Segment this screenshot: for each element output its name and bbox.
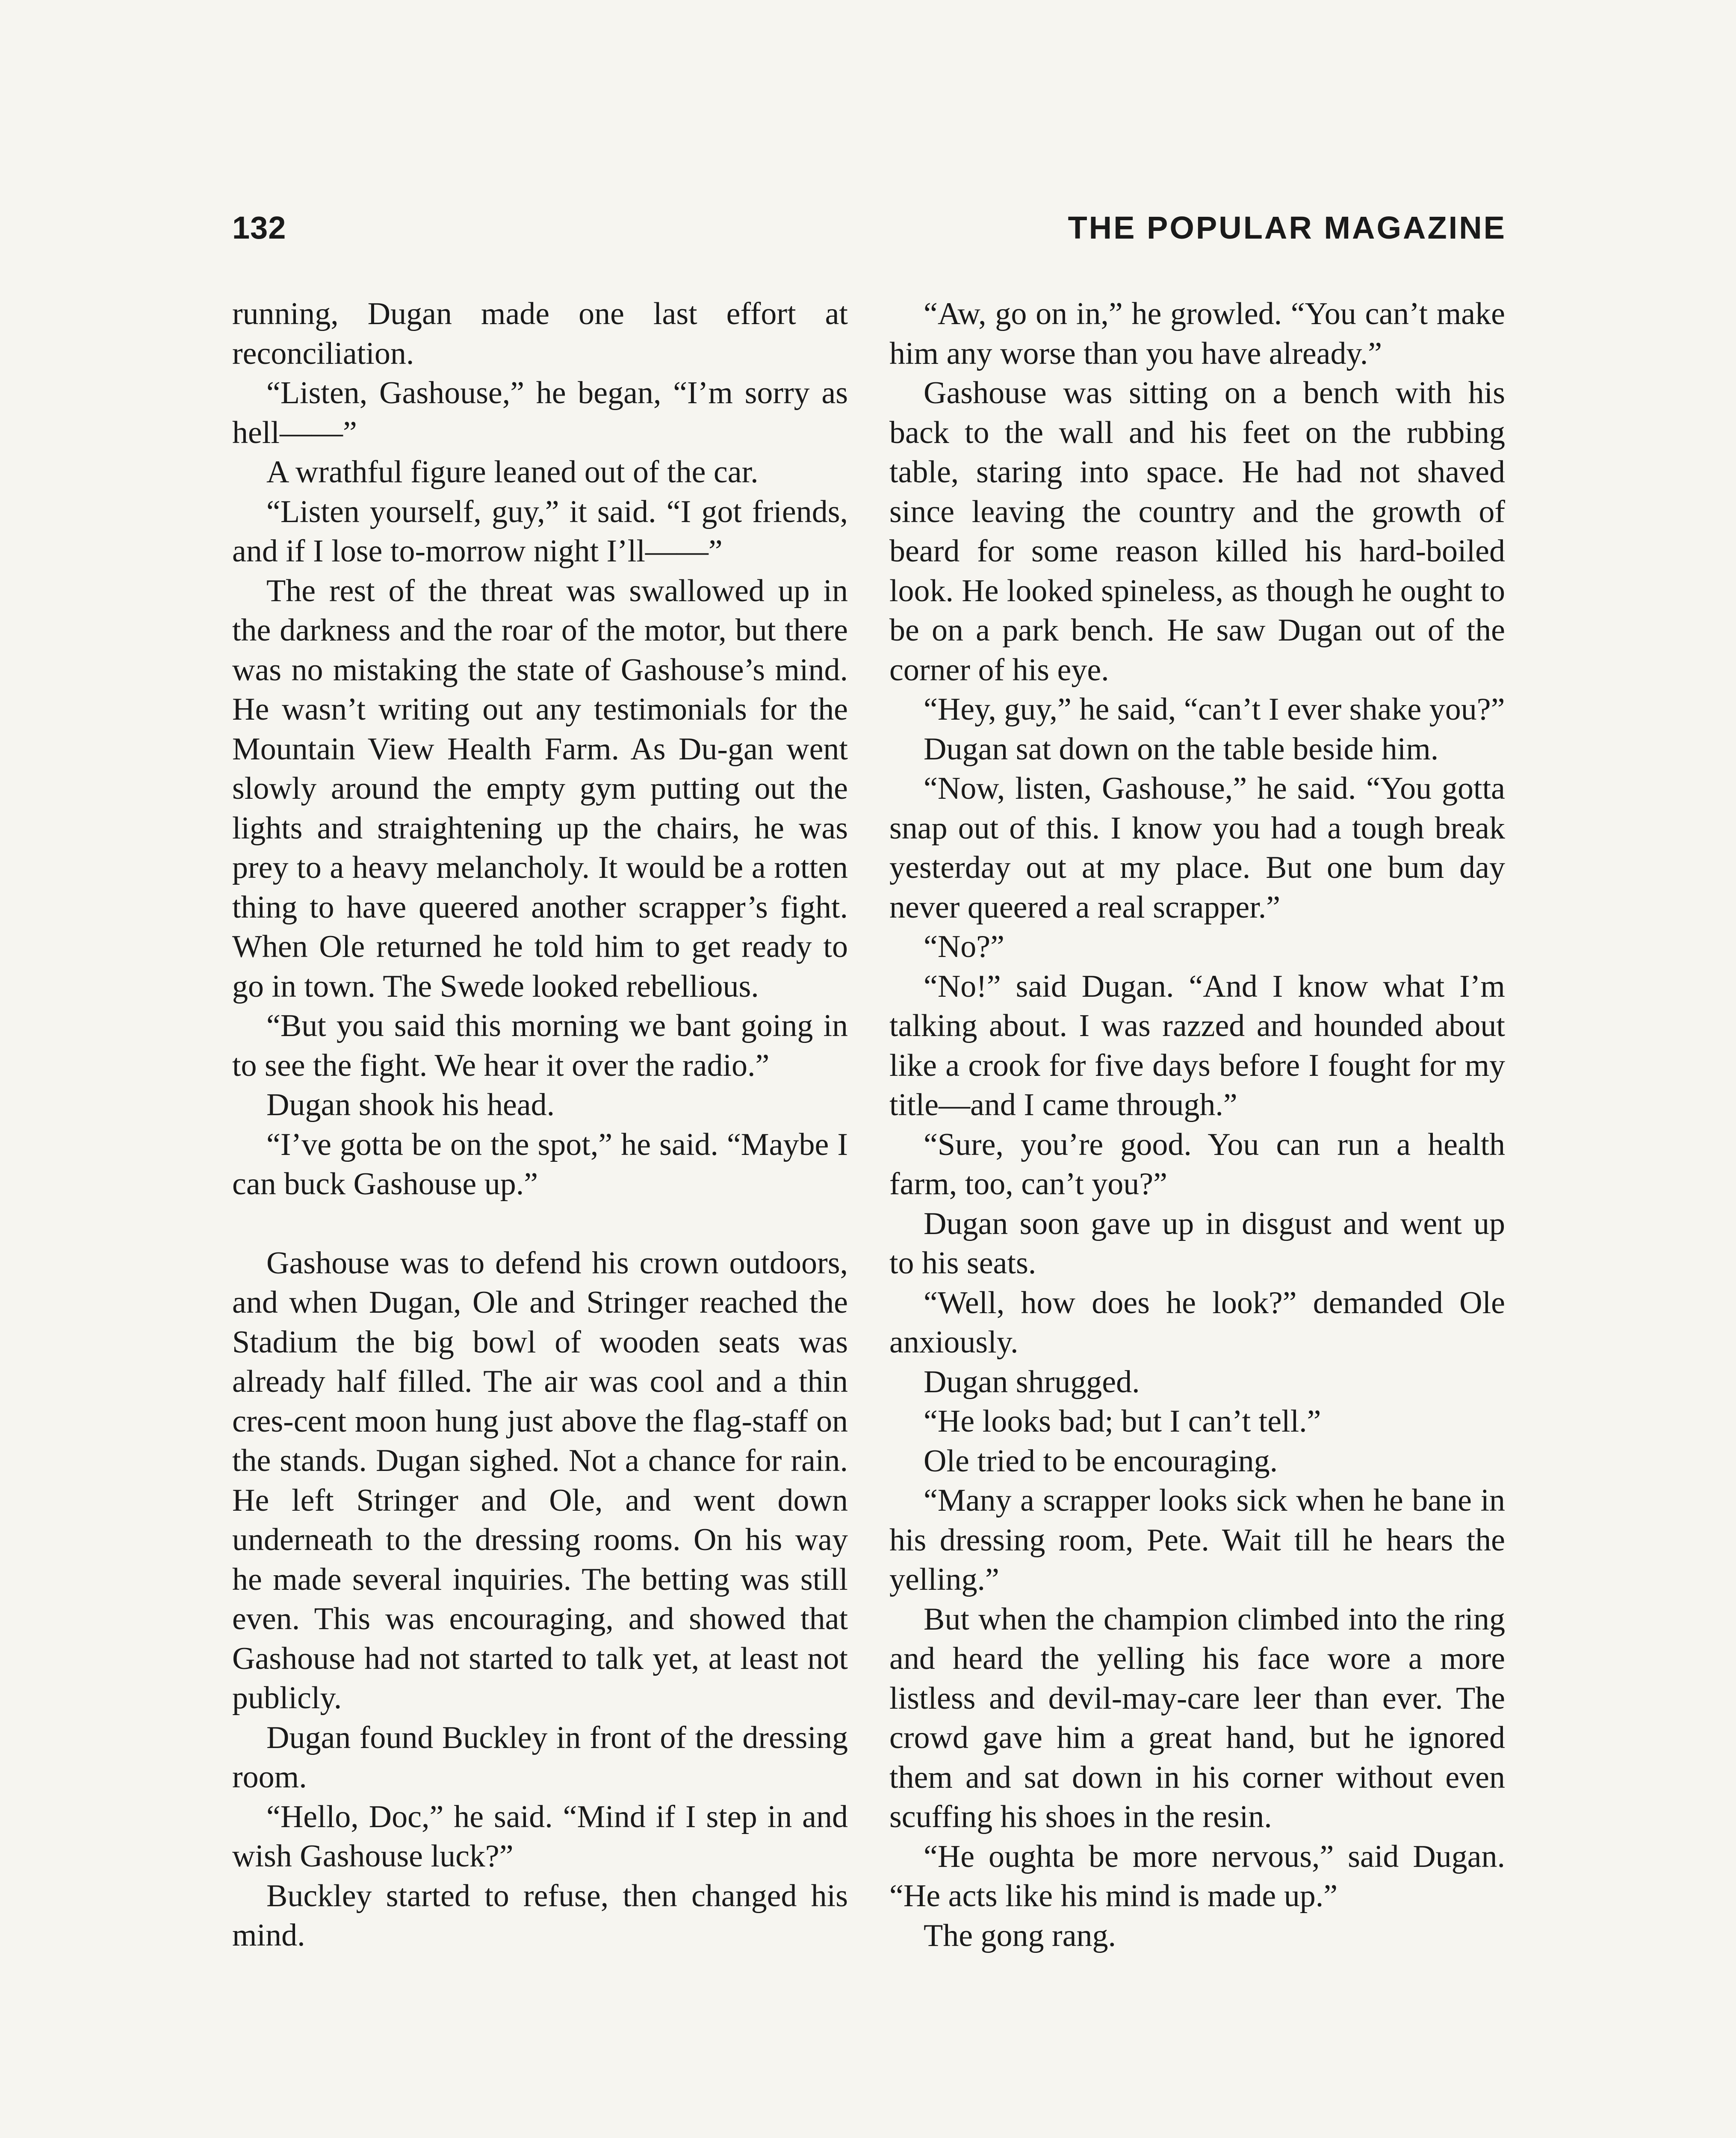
paragraph: The rest of the threat was swallowed up in the darkness and the roar of the motor, but there was no mistaking the state of Gashouse’s mind. He wasn’t writing out any testimonials for the Mountain View Health Farm. As Du-gan went slowly around the empty gym putting out the lights and straightening up the chairs, he was prey to a heavy melancholy. It would be a rotten thing to have queered another scrapper’s fight. When Ole returned he told him to get ready to go in town. The Swede looked rebellious. (232, 573, 848, 1004)
paragraph: Dugan shook his head. (266, 1087, 555, 1122)
paragraph: “He oughta be more nervous,” said Dugan. “He acts like his mind is made up.” (889, 1839, 1505, 1914)
running-head: THE POPULAR MAGAZINE (1068, 210, 1506, 245)
paragraph: Dugan found Buckley in front of the dressing room. (232, 1720, 848, 1795)
paragraph: A wrathful figure leaned out of the car. (266, 455, 759, 490)
right-column (889, 294, 1505, 1955)
paragraph: “Hello, Doc,” he said. “Mind if I step in and wish Gashouse luck?” (232, 1799, 848, 1874)
paragraph: “Well, how does he look?” demanded Ole anxiously. (889, 1285, 1505, 1360)
left-column (232, 294, 848, 1955)
paragraph: Dugan sat down on the table beside him. (924, 731, 1439, 767)
paragraph: “Listen yourself, guy,” it said. “I got friends, and if I lose to-morrow night I’ll——” (232, 494, 848, 569)
paragraph: “Sure, you’re good. You can run a health farm, too, can’t you?” (889, 1127, 1505, 1202)
paragraph: “He looks bad; but I can’t tell.” (924, 1404, 1321, 1439)
paragraph: Dugan soon gave up in disgust and went up to his seats. (889, 1206, 1505, 1281)
paragraph: Gashouse was sitting on a bench with his back to the wall and his feet on the rubbing table, staring into space. He had not shaved since leaving the country and the growth of beard for some reason killed his hard-boiled look. He looked spineless, as though he ought to be on a park bench. He saw Dugan out of the corner of his eye. (889, 375, 1505, 688)
paragraph: Gashouse was to defend his crown outdoors, and when Dugan, Ole and Stringer reached the Stadium the big bowl of wooden seats was already half filled. The air was cool and a thin cres-cent moon hung just above the flag-staff on the stands. Dugan sighed. Not a chance for rain. He left Stringer and Ole, and went down underneath to the dressing rooms. On his way he made several inquiries. The betting was still even. This was encouraging, and showed that Gashouse had not started to talk yet, at least not publicly. (232, 1245, 848, 1716)
paragraph: “But you said this morning we bant going in to see the fight. We hear it over the radio.” (232, 1008, 848, 1083)
paragraph: “No?” (924, 929, 1004, 964)
paragraph: “Listen, Gashouse,” he began, “I’m sorry as hell——” (232, 375, 848, 450)
paragraph: “Hey, guy,” he said, “can’t I ever shake you?” (924, 692, 1505, 727)
paragraph: Buckley started to refuse, then changed his mind. (232, 1878, 848, 1953)
paragraph: “Many a scrapper looks sick when he bane in his dressing room, Pete. Wait till he hears the yelling.” (889, 1483, 1505, 1597)
paragraph: “No!” said Dugan. “And I know what I’m talking about. I was razzed and hounded about like a crook for five days before I fought for my title—and I came through.” (889, 969, 1505, 1122)
paragraph: Ole tried to be encouraging. (924, 1443, 1278, 1479)
paragraph: “I’ve gotta be on the spot,” he said. “Maybe I can buck Gashouse up.” (232, 1127, 848, 1202)
page-number: 132 (232, 210, 286, 245)
paragraph: “Now, listen, Gashouse,” he said. “You gotta snap out of this. I know you had a tough break yesterday out at my place. But one bum day never queered a real scrapper.” (889, 771, 1505, 925)
paragraph: running, Dugan made one last effort at reconciliation. (232, 296, 848, 371)
paragraph: The gong rang. (924, 1918, 1116, 1953)
paragraph: “Aw, go on in,” he growled. “You can’t make him any worse than you have already.” (889, 296, 1505, 371)
paragraph: But when the champion climbed into the ring and heard the yelling his face wore a more listless and devil-may-care leer than ever. The crowd gave him a great hand, but he ignored them and sat down in his corner without even scuffing his shoes in the resin. (889, 1601, 1505, 1834)
page-header (232, 210, 1506, 257)
paragraph: Dugan shrugged. (924, 1364, 1140, 1400)
